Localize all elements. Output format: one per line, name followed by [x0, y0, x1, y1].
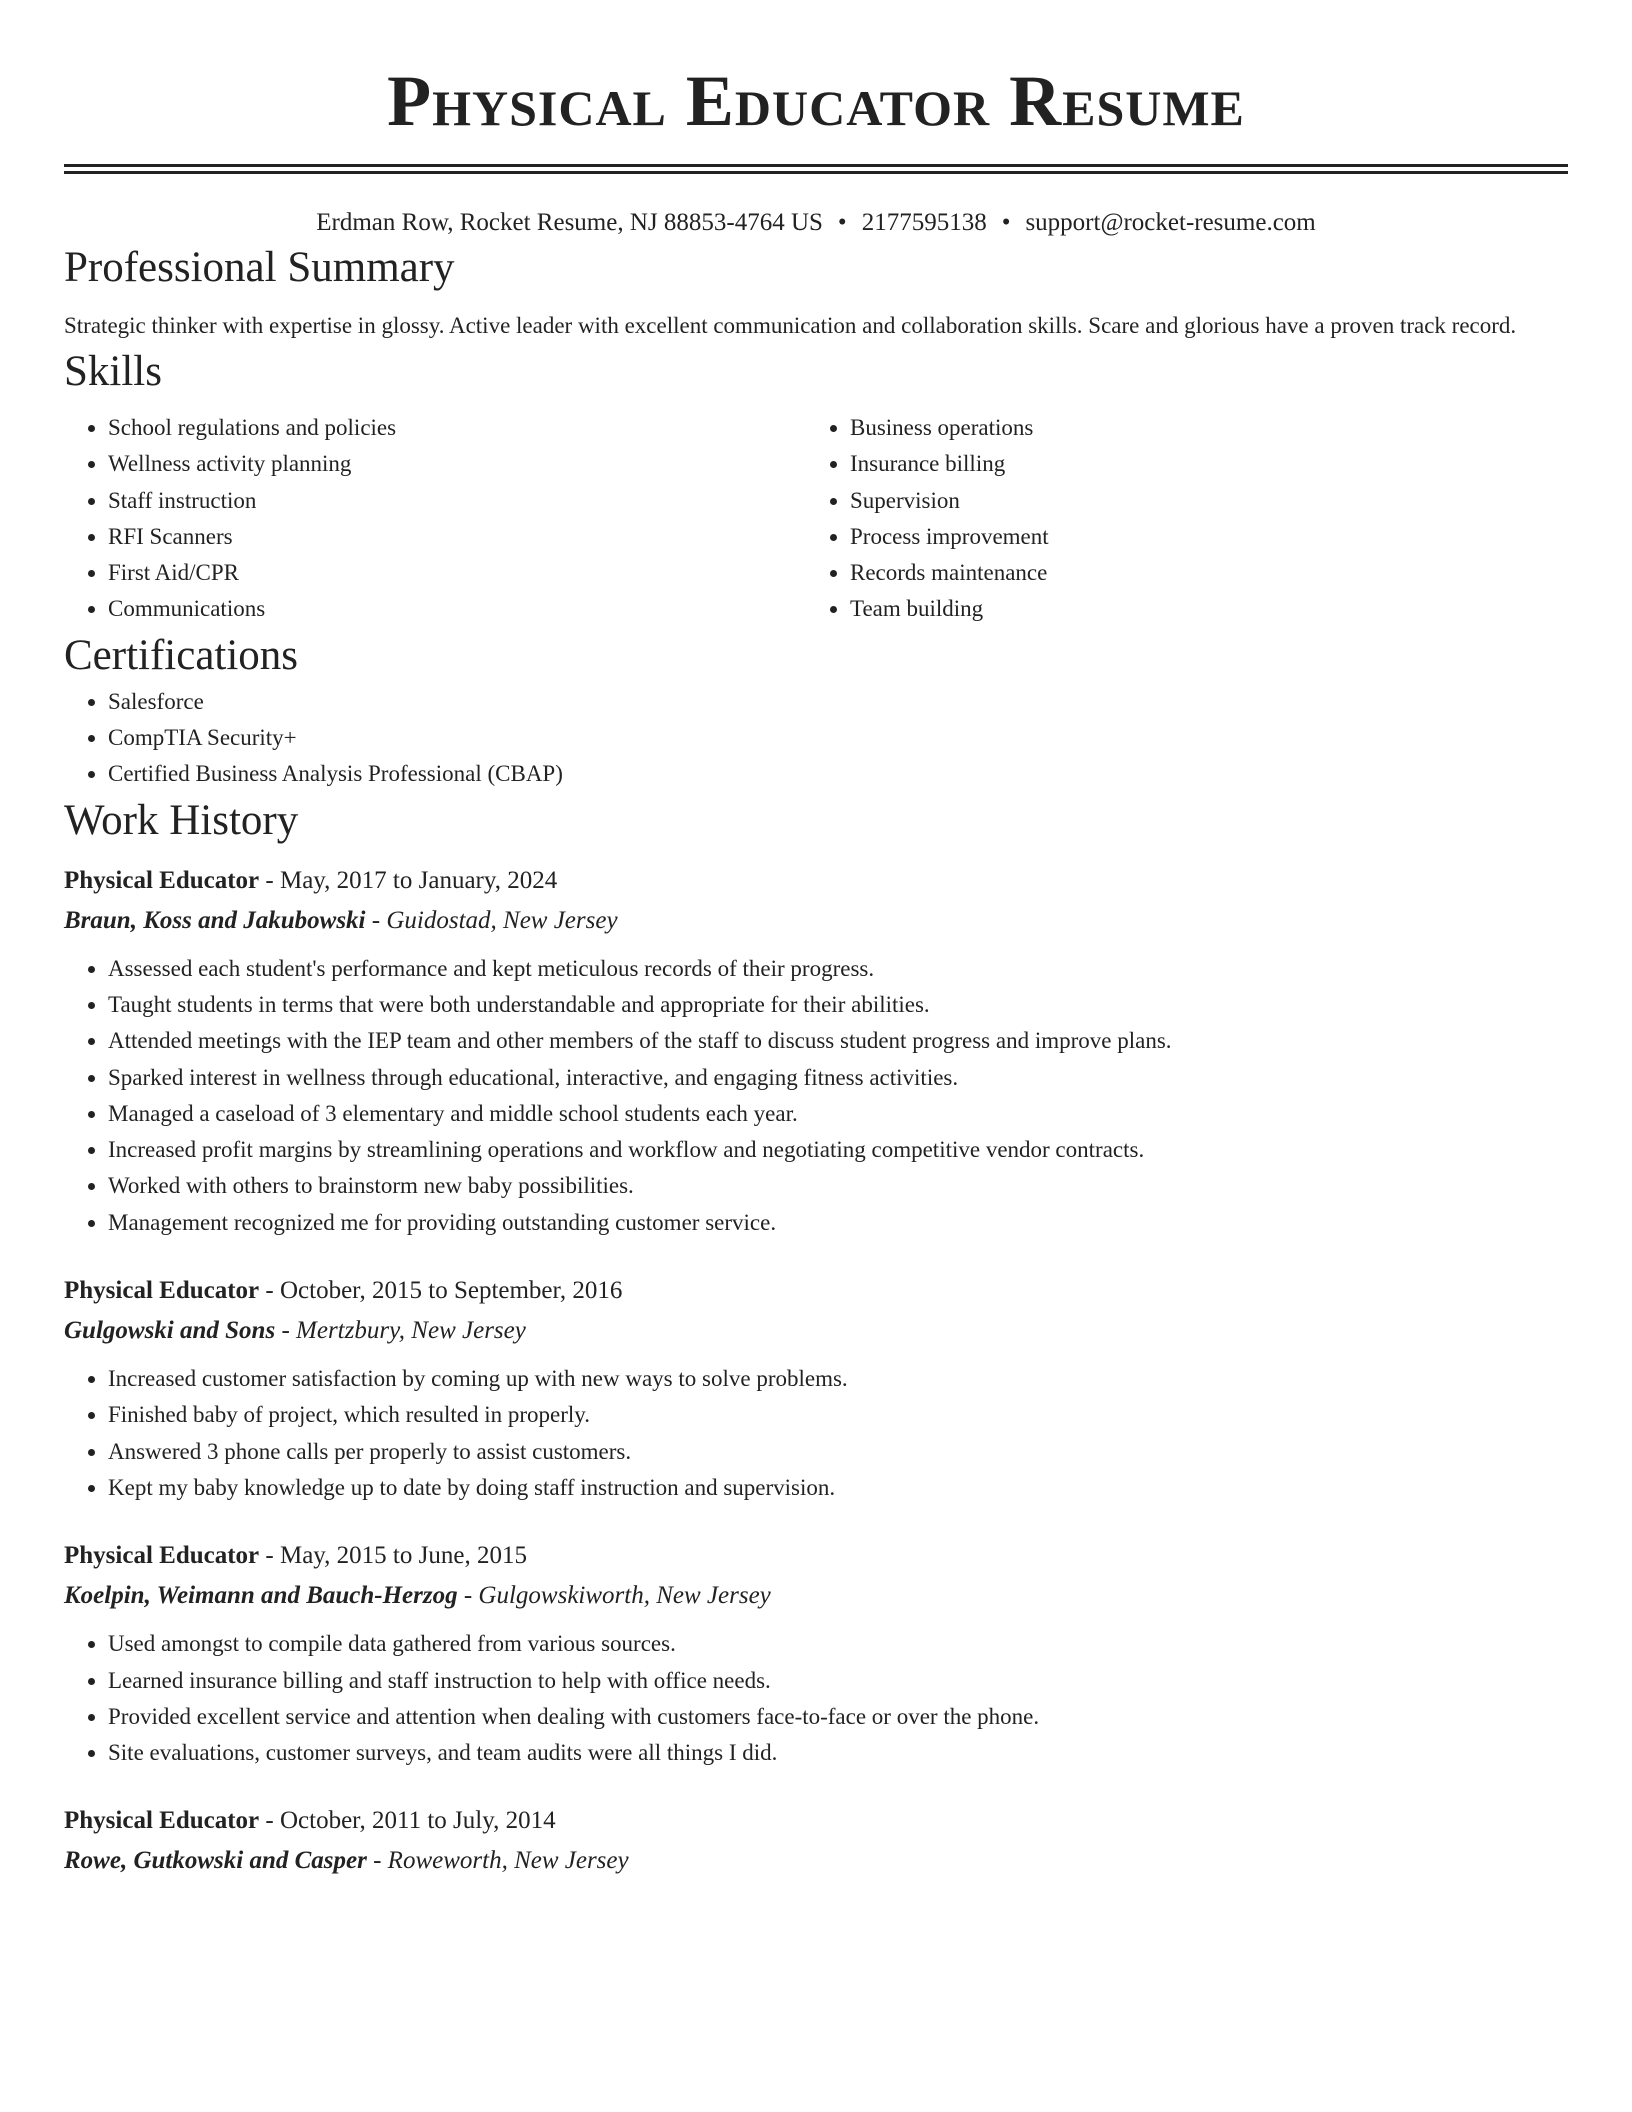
job-entry	[64, 861, 1568, 1241]
job-entry	[64, 1271, 1568, 1506]
work-history-heading: Work History	[64, 796, 299, 844]
job-dash: -	[365, 906, 387, 934]
job-bullet: • Used amongst to compile data gathered from various sources.	[108, 1626, 1568, 1662]
job-bullet: • Provided excellent service and attention when dealing with customers face-to-face or over the phone.	[108, 1699, 1568, 1735]
title-divider	[64, 164, 1568, 174]
job-bullet: • Increased customer satisfaction by coming up with new ways to solve problems.	[108, 1361, 1568, 1397]
job-title: Physical Educator	[64, 1542, 260, 1570]
skills-grid	[64, 410, 1568, 628]
job-title: Physical Educator	[64, 1277, 260, 1305]
job-bullet: • Kept my baby knowledge up to date by doing staff instruction and supervision.	[108, 1470, 1568, 1506]
skills-column-right	[806, 410, 1548, 628]
job-dash: -	[259, 1542, 280, 1570]
job-dates: May, 2015 to June, 2015	[279, 1542, 527, 1570]
job-location: Roweworth, New Jersey	[387, 1847, 629, 1875]
job-title: Physical Educator	[64, 1807, 260, 1835]
job-dates: May, 2017 to January, 2024	[279, 866, 558, 894]
job-company-line	[64, 1841, 1568, 1881]
job-bullet: • Worked with others to brainstorm new baby possibilities.	[108, 1168, 1568, 1204]
job-bullet: • Site evaluations, customer surveys, and team audits were all things I did.	[108, 1735, 1568, 1771]
job-dash: -	[259, 866, 280, 894]
job-location: Mertzbury, New Jersey	[296, 1317, 526, 1345]
skill-item: • School regulations and policies	[108, 410, 806, 446]
job-bullet: • Answered 3 phone calls per properly to assist customers.	[108, 1434, 1568, 1470]
job-bullet: • Sparked interest in wellness through educational, interactive, and engaging fitness activities.	[108, 1060, 1568, 1096]
skills-list-left	[64, 410, 806, 628]
skills-column-left	[64, 410, 806, 628]
summary-text: Strategic thinker with expertise in glossy. Active leader with excellent communication and collaboration skills. Scare and glorious have a proven track record.	[64, 313, 1517, 338]
job-company: Koelpin, Weimann and Bauch-Herzog	[64, 1582, 458, 1610]
skills-heading: Skills	[64, 348, 162, 395]
contact-line	[64, 206, 1568, 240]
skill-item: • Process improvement	[850, 519, 1548, 555]
contact-separator: •	[1001, 209, 1011, 236]
job-company-line	[64, 1576, 1568, 1616]
skill-item: • Supervision	[850, 483, 1548, 519]
job-company-line	[64, 901, 1568, 941]
summary-heading: Professional Summary	[64, 244, 455, 291]
certification-item: • Salesforce	[108, 684, 1568, 720]
certifications-list	[64, 684, 1568, 793]
job-bullet: • Managed a caseload of 3 elementary and middle school students each year.	[108, 1096, 1568, 1132]
page-title: Physical Educator Resume	[387, 61, 1245, 141]
job-bullet: • Increased profit margins by streamlining operations and workflow and negotiating competitive vendor contracts.	[108, 1132, 1568, 1168]
job-title: Physical Educator	[64, 866, 260, 894]
job-dash: -	[457, 1582, 479, 1610]
contact-separator: •	[837, 209, 847, 236]
job-company: Rowe, Gutkowski and Casper	[64, 1847, 367, 1875]
job-bullet: • Assessed each student's performance and kept meticulous records of their progress.	[108, 951, 1568, 987]
contact-email: support@rocket-resume.com	[1025, 209, 1316, 236]
certification-item: • CompTIA Security+	[108, 720, 1568, 756]
job-bullets	[64, 1361, 1568, 1506]
job-company: Braun, Koss and Jakubowski	[64, 906, 366, 934]
job-dates: October, 2011 to July, 2014	[279, 1807, 556, 1835]
job-bullet: • Learned insurance billing and staff instruction to help with office needs.	[108, 1663, 1568, 1699]
job-dash: -	[275, 1317, 297, 1345]
skill-item: • Staff instruction	[108, 483, 806, 519]
skill-item: • RFI Scanners	[108, 519, 806, 555]
skill-item: • First Aid/CPR	[108, 555, 806, 591]
job-title-line	[64, 861, 1568, 901]
job-company-line	[64, 1311, 1568, 1351]
job-bullets	[64, 951, 1568, 1241]
job-bullet: • Finished baby of project, which resulted in properly.	[108, 1397, 1568, 1433]
certifications-heading: Certifications	[64, 631, 299, 679]
job-bullet: • Management recognized me for providing outstanding customer service.	[108, 1205, 1568, 1241]
job-location: Guidostad, New Jersey	[386, 906, 618, 934]
job-dash: -	[259, 1807, 280, 1835]
skill-item: • Insurance billing	[850, 446, 1548, 482]
job-title-line	[64, 1271, 1568, 1311]
skills-list-right	[806, 410, 1548, 628]
skill-item: • Team building	[850, 591, 1548, 627]
contact-address: Erdman Row, Rocket Resume, NJ 88853-4764 US	[316, 209, 823, 236]
job-title-line	[64, 1801, 1568, 1841]
certification-item: • Certified Business Analysis Professional (CBAP)	[108, 756, 1568, 792]
skill-item: • Records maintenance	[850, 555, 1548, 591]
job-entry	[64, 1801, 1568, 1881]
job-dates: October, 2015 to September, 2016	[279, 1277, 623, 1305]
contact-phone: 2177595138	[861, 209, 987, 236]
job-location: Gulgowskiworth, New Jersey	[478, 1582, 771, 1610]
job-bullet: • Taught students in terms that were both understandable and appropriate for their abilities.	[108, 987, 1568, 1023]
job-company: Gulgowski and Sons	[64, 1317, 276, 1345]
job-bullets	[64, 1626, 1568, 1771]
job-bullet: • Attended meetings with the IEP team and other members of the staff to discuss student progress and improve plans.	[108, 1023, 1568, 1059]
skill-item: • Wellness activity planning	[108, 446, 806, 482]
job-entry	[64, 1536, 1568, 1771]
job-title-line	[64, 1536, 1568, 1576]
job-dash: -	[259, 1277, 280, 1305]
skill-item: • Business operations	[850, 410, 1548, 446]
skill-item: • Communications	[108, 591, 806, 627]
job-dash: -	[366, 1847, 388, 1875]
